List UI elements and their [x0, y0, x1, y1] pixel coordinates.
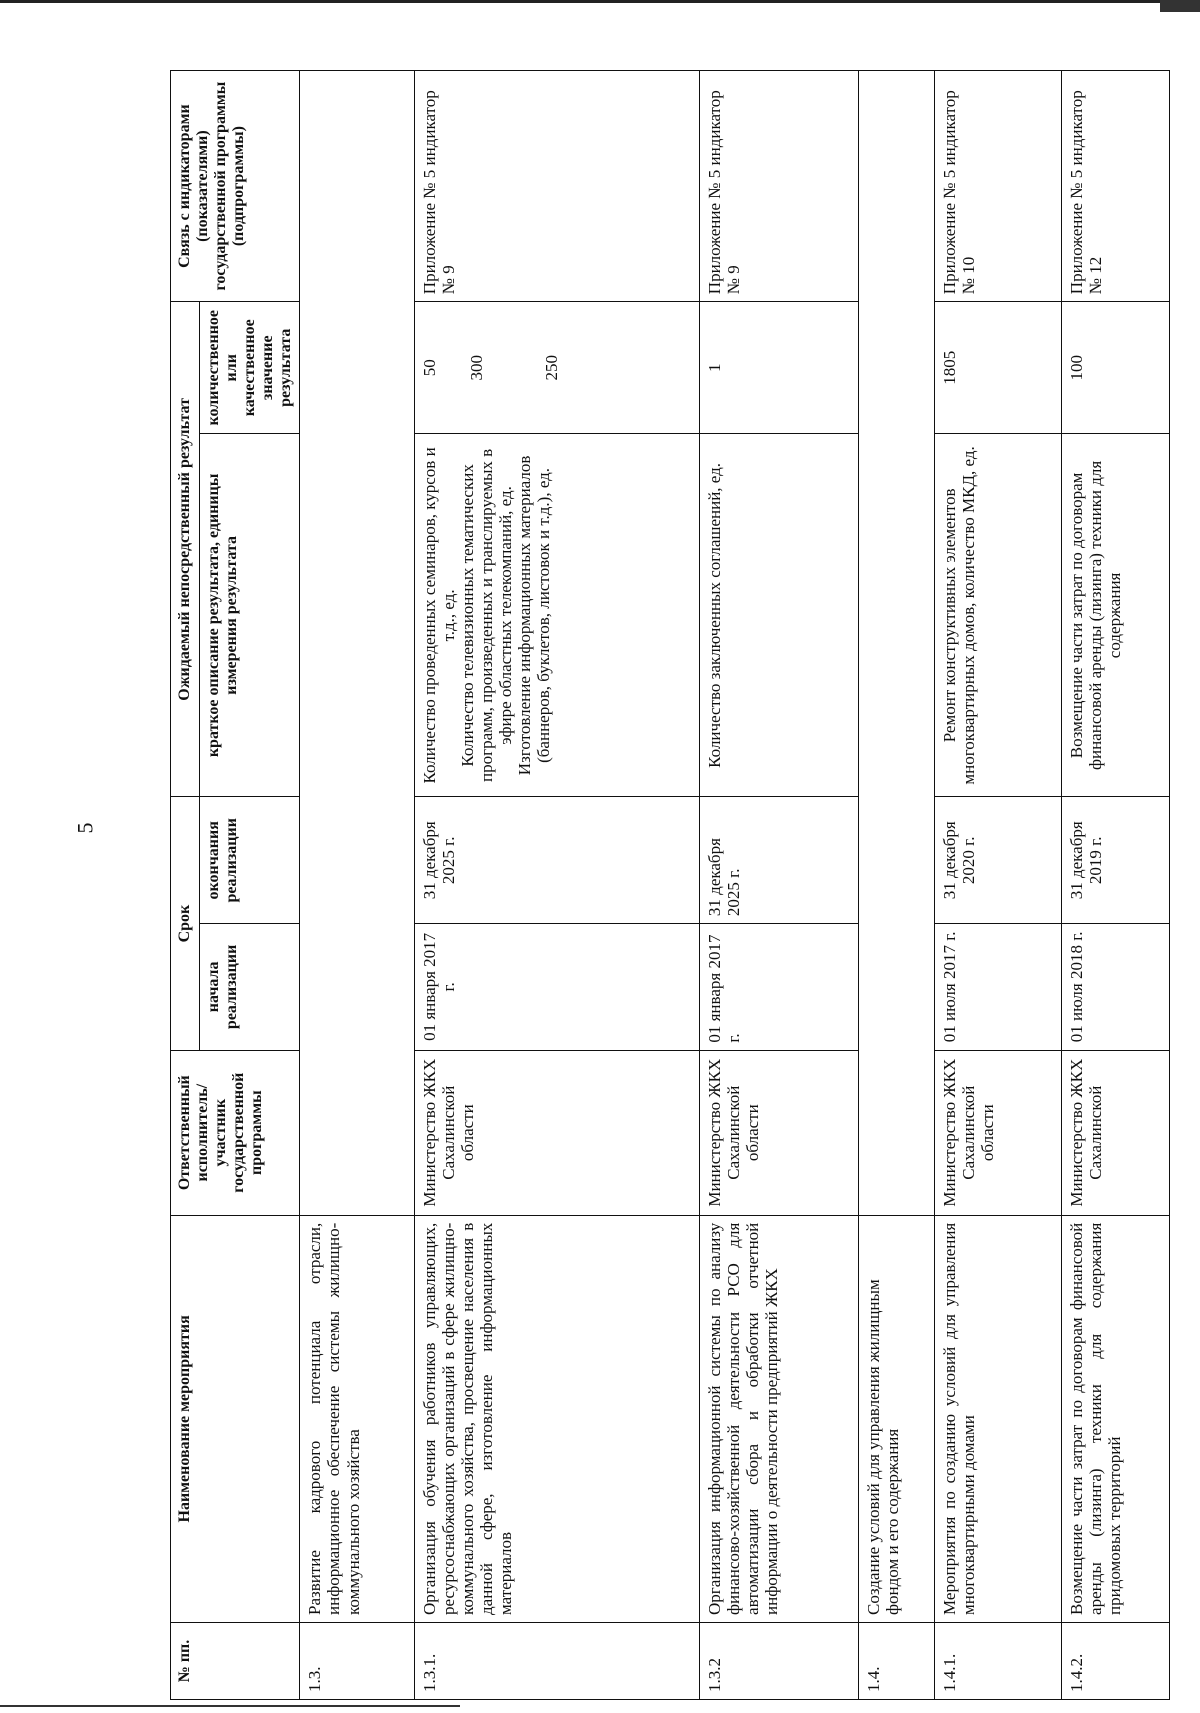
- table-row: [935, 71, 1062, 1700]
- row-desc-line: Количество проведенных семинаров, курсов и т.д., ед.: [419, 447, 458, 784]
- row-name: Организация обучения работников управляющих, ресурсоснабжающих организаций в сфере жилищно-коммунального хозяйства, просвещение населения в данной сфере, изготовление информационных материалов: [414, 1215, 700, 1622]
- row-num: 1.4.: [858, 1622, 934, 1699]
- scan-edge-top: [0, 0, 1200, 3]
- header-result-desc: краткое описание результата, единицы измерения результата: [199, 434, 300, 797]
- row-link: Приложение № 5 индикатор № 12: [1062, 71, 1170, 302]
- row-value-item: 50: [419, 359, 439, 377]
- row-end: 31 декабря 2019 г.: [1062, 797, 1170, 924]
- header-row-1: [171, 71, 200, 1700]
- row-desc-line: Количество телевизионных тематических программ, произведенных и транслируемых в эфире областных телекомпаний, ед.: [457, 448, 515, 782]
- row-value: [414, 302, 700, 434]
- row-desc: Количество заключенных соглашений, ед.: [700, 434, 859, 797]
- row-name: Мероприятия по созданию условий для управления многоквартирными домами: [935, 1215, 1062, 1622]
- row-value-item: 250: [541, 355, 561, 381]
- table-row: [858, 71, 934, 1700]
- row-num: 1.4.2.: [1062, 1622, 1170, 1699]
- table-row: [414, 71, 700, 1700]
- row-link: Приложение № 5 индикатор № 9: [414, 71, 700, 302]
- scan-edge-bottom: [0, 1705, 460, 1707]
- row-name: Создание условий для управления жилищным фондом и его содержания: [858, 1215, 934, 1622]
- row-start: 01 января 2017 г.: [700, 924, 859, 1051]
- table-row: [700, 71, 859, 1700]
- row-name: Развитие кадрового потенциала отрасли, информационное обеспечение системы жилищно-коммунального хозяйства: [300, 1215, 414, 1622]
- row-num: 1.4.1.: [935, 1622, 1062, 1699]
- header-term-end: окончания реализации: [199, 797, 300, 924]
- header-num: № пп.: [171, 1622, 300, 1699]
- row-responsible: Министерство ЖКХ Сахалинской области: [700, 1050, 859, 1215]
- header-result: Ожидаемый непосредственный результат: [171, 302, 200, 797]
- row-num: 1.3.2: [700, 1622, 859, 1699]
- row-empty-span: [300, 71, 414, 1216]
- row-empty-span: [858, 71, 934, 1216]
- row-value: 1: [700, 302, 859, 434]
- table-row: [1062, 71, 1170, 1700]
- row-start: 01 января 2017 г.: [414, 924, 700, 1051]
- header-result-value: количественное или качественное значение результата: [199, 302, 300, 434]
- header-responsible: Ответственный исполнитель/ участник государственной программы: [171, 1050, 300, 1215]
- row-num: 1.3.: [300, 1622, 414, 1699]
- row-link: Приложение № 5 индикатор № 10: [935, 71, 1062, 302]
- header-term: Срок: [171, 797, 200, 1050]
- landscape-content: [170, 70, 1170, 1700]
- row-name: Возмещение части затрат по договорам финансовой аренды (лизинга) техники для содержания придомовых территорий: [1062, 1215, 1170, 1622]
- row-start: 01 июля 2018 г.: [1062, 924, 1170, 1051]
- row-desc-line: Изготовление информационных материалов (баннеров, буклетов, листовок и т.д.), ед.: [514, 455, 553, 776]
- row-desc: [414, 434, 700, 797]
- header-name: Наименование мероприятия: [171, 1215, 300, 1622]
- row-name: Организация информационной системы по анализу финансово-хозяйственной деятельности РСО для автоматизации сбора и обработки отчетной информации о деятельности предприятий ЖКХ: [700, 1215, 859, 1622]
- row-desc: Ремонт конструктивных элементов многоквартирных домов, количество МКД, ед.: [935, 434, 1062, 797]
- row-value: 1805: [935, 302, 1062, 434]
- row-responsible: Министерство ЖКХ Сахалинской: [1062, 1050, 1170, 1215]
- header-term-start: начала реализации: [199, 924, 300, 1051]
- row-end: 31 декабря 2025 г.: [700, 797, 859, 924]
- row-end: 31 декабря 2020 г.: [935, 797, 1062, 924]
- page-number: 5: [72, 822, 98, 834]
- row-num: 1.3.1.: [414, 1622, 700, 1699]
- row-responsible: Министерство ЖКХ Сахалинской области: [414, 1050, 700, 1215]
- header-link: Связь с индикаторами (показателями) государственной программы (подпрограммы): [171, 71, 300, 302]
- row-link: Приложение № 5 индикатор № 9: [700, 71, 859, 302]
- measures-table: [170, 70, 1170, 1700]
- row-responsible: Министерство ЖКХ Сахалинской области: [935, 1050, 1062, 1215]
- row-value-item: 300: [466, 355, 486, 381]
- row-desc: Возмещение части затрат по договорам финансовой аренды (лизинга) техники для содержания: [1062, 434, 1170, 797]
- scan-edge-corner: [1160, 0, 1200, 12]
- table-row: [300, 71, 414, 1700]
- rotated-page: [170, 70, 1170, 1700]
- row-start: 01 июля 2017 г.: [935, 924, 1062, 1051]
- row-end: 31 декабря 2025 г.: [414, 797, 700, 924]
- row-value: 100: [1062, 302, 1170, 434]
